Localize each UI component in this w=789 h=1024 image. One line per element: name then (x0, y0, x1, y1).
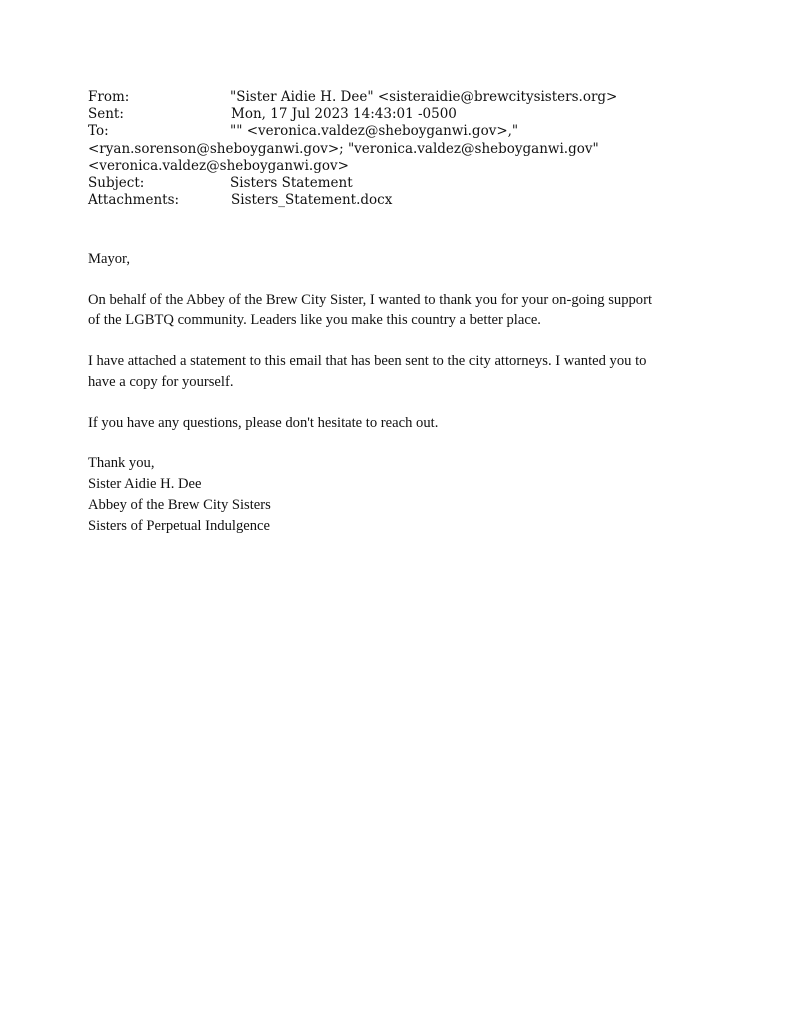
sent-row (88, 106, 688, 123)
attachment-filename[interactable]: Sisters_Statement.docx (231, 192, 393, 209)
subject-value: Sisters Statement (230, 174, 353, 191)
to-label: To: (88, 123, 109, 140)
to-row (88, 123, 688, 140)
from-row (88, 89, 688, 106)
paragraph-1-line-2: of the LGBTQ community. Leaders like you make this country a better place. (88, 312, 541, 329)
paragraph-2 (88, 351, 708, 393)
signature-block (88, 453, 708, 536)
signature-org-1: Abbey of the Brew City Sisters (88, 496, 271, 513)
paragraph-3: If you have any questions, please don't hesitate to reach out. (88, 414, 439, 431)
signature-name: Sister Aidie H. Dee (88, 476, 202, 493)
to-value-line1: "" <veronica.valdez@sheboyganwi.gov>," (230, 123, 519, 140)
subject-row (88, 175, 688, 192)
paragraph-2-line-1: I have attached a statement to this email that has been sent to the city attorneys. I wanted you to (88, 353, 647, 370)
email-header (88, 89, 688, 209)
to-value-line3: <veronica.valdez@sheboyganwi.gov> (88, 157, 349, 174)
attachments-label: Attachments: (88, 192, 180, 209)
to-value-line2: <ryan.sorenson@sheboyganwi.gov>; "veronica.valdez@sheboyganwi.gov" (88, 140, 599, 157)
greeting: Mayor, (88, 251, 130, 267)
signature-org-2: Sisters of Perpetual Indulgence (88, 517, 270, 534)
email-body (88, 249, 708, 537)
sent-value: Mon, 17 Jul 2023 14:43:01 -0500 (231, 106, 457, 123)
subject-label: Subject: (88, 174, 145, 191)
paragraph-2-line-2: have a copy for yourself. (88, 373, 234, 390)
closing: Thank you, (88, 455, 155, 472)
attachments-row (88, 192, 688, 209)
paragraph-1 (88, 290, 708, 332)
paragraph-1-line-1: On behalf of the Abbey of the Brew City Sister, I wanted to thank you for your on-going support (88, 291, 653, 308)
from-label: From: (88, 89, 130, 105)
from-value: "Sister Aidie H. Dee" <sisteraidie@brewcitysisters.org> (230, 89, 618, 105)
sent-label: Sent: (88, 106, 124, 123)
